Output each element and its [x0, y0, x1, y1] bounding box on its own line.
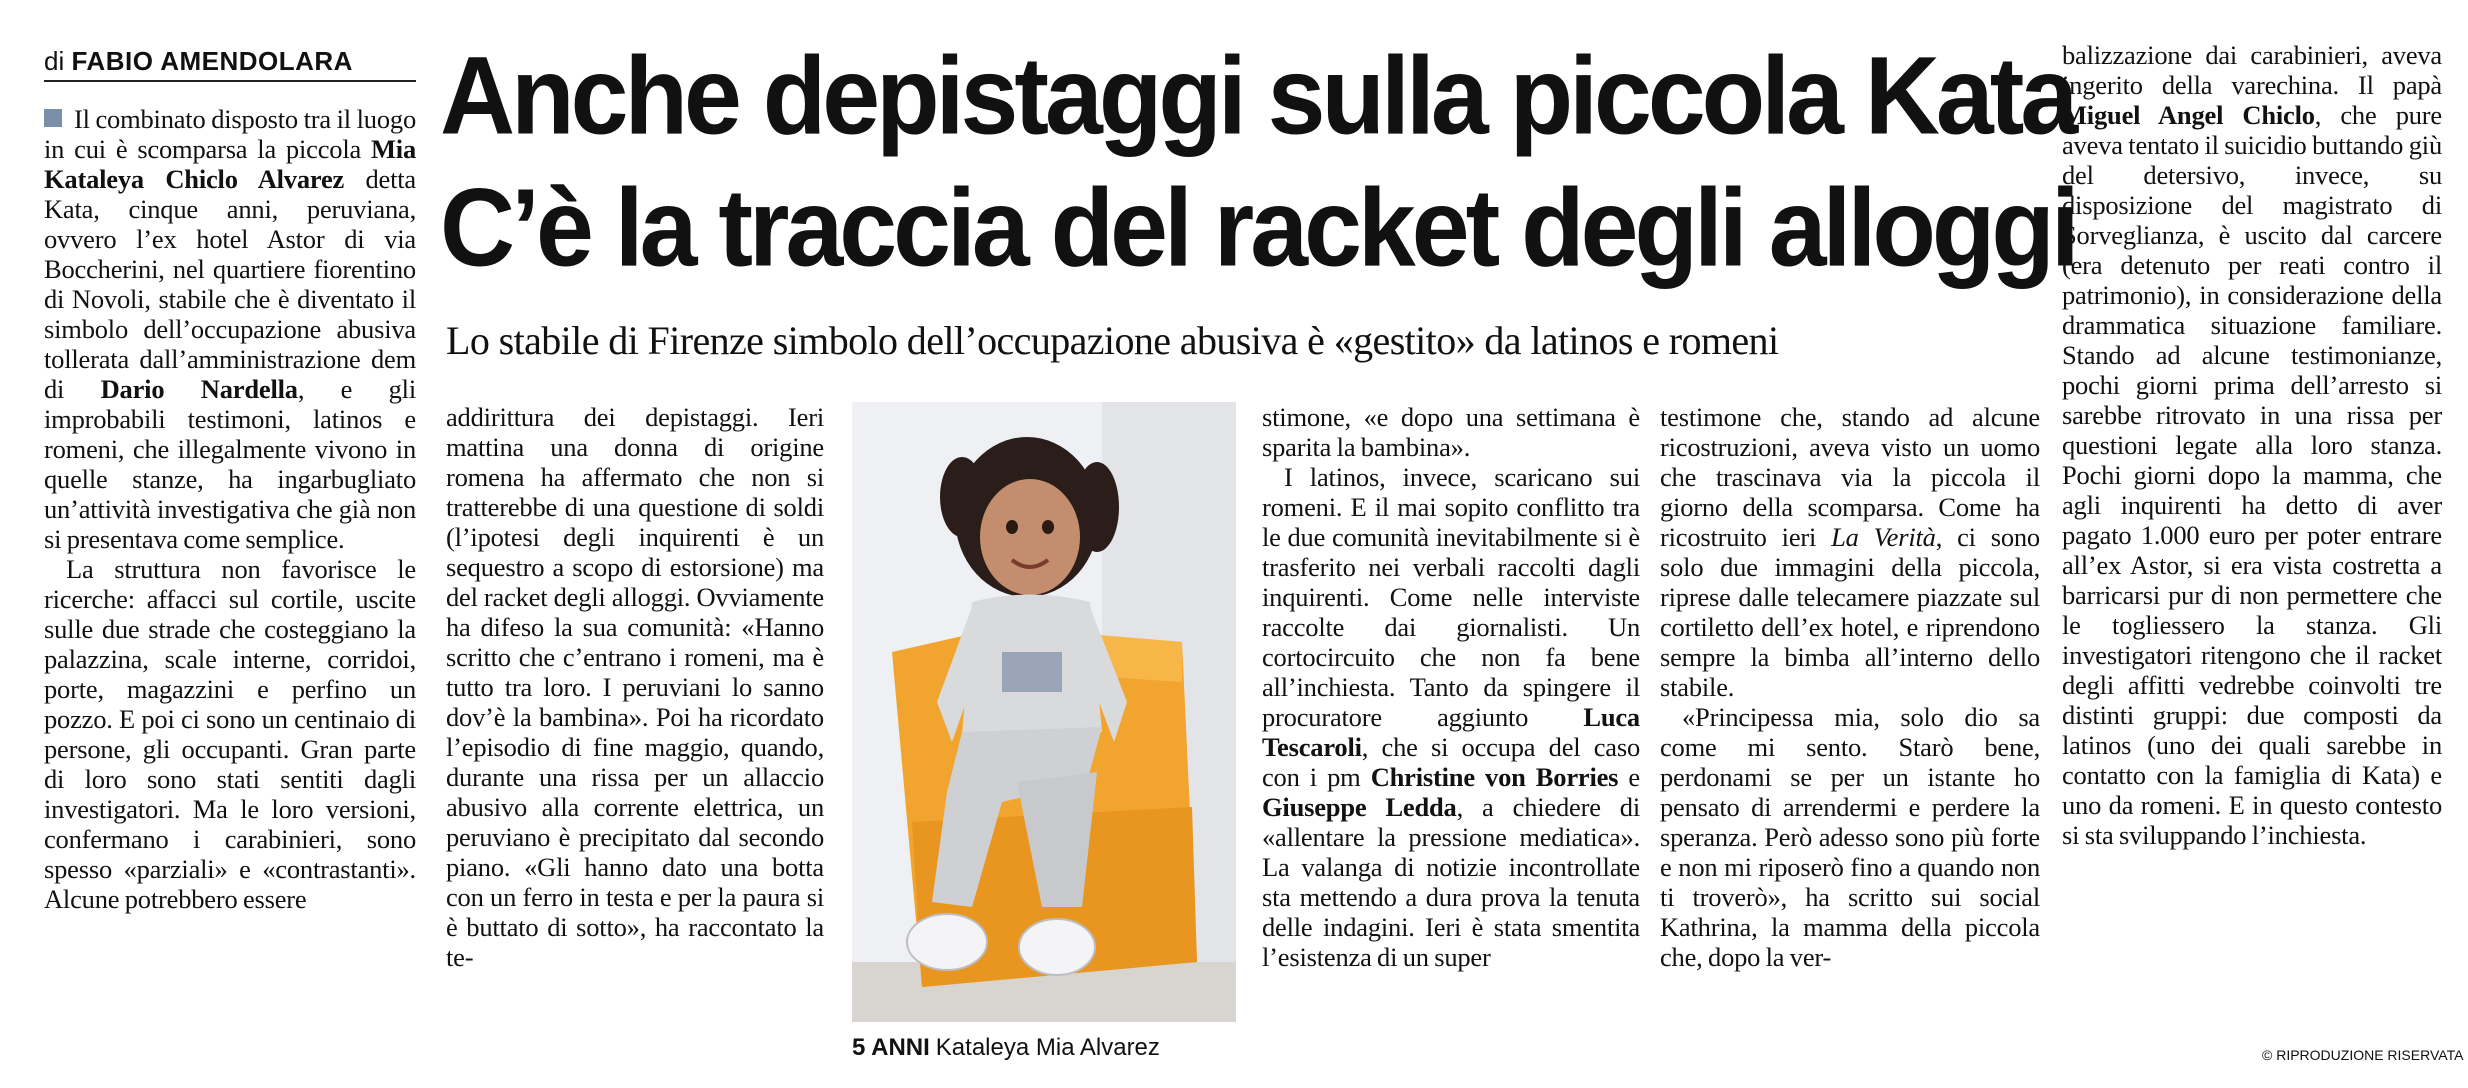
article-column-1: [44, 104, 416, 1074]
photo-illustration: [852, 402, 1236, 1022]
text-run: , che si occupa del caso con i pm: [1262, 732, 1640, 792]
article-column-5: [1660, 402, 2040, 1072]
text-run: testimone che, stando ad alcune ricostruzioni, aveva visto un uomo che trascinava via la piccola il giorno della scomparsa. Come ha ricostruito ieri: [1660, 402, 2040, 552]
text-run: , e gli improbabili testimoni, latinos e romeni, che illegalmente vivono in quelle stanze, ha ingarbugliato un’attività investigativa che già non si presentava come semplice.: [44, 374, 416, 554]
article-column-4: [1262, 402, 1640, 1072]
text-run: e: [1618, 762, 1640, 792]
publication-name: La Verità: [1831, 522, 1936, 552]
person-name: Giuseppe Ledda: [1262, 792, 1457, 822]
paragraph: [44, 104, 416, 554]
text-run: , ci sono solo due immagini della piccola, riprese dalle telecamere piazzate sul cortiletto dell’ex hotel, e riprendono sempre la bimba all’interno dello stabile.: [1660, 522, 2040, 702]
paragraph: stimone, «e dopo una settimana è sparita la bambina».: [1262, 402, 1640, 462]
photo-kataleya: [852, 402, 1236, 1022]
text-run: I latinos, invece, scaricano sui romeni. E il mai sopito conflitto tra le due comunità inevitabilmente si è trasferito nei verbali raccolti dagli inquirenti. Come nelle interviste raccolte dai giornalisti. Un cortocircuito che non fa bene all’inchiesta. Tanto da spingere il procuratore aggiunto: [1262, 462, 1640, 732]
caption-label: 5 ANNI: [852, 1034, 930, 1061]
article-column-2: [446, 402, 824, 1072]
photo-caption: [852, 1032, 1252, 1066]
text-run: , che pure aveva tentato il suicidio buttando giù del detersivo, invece, su disposizione del magistrato di Sorveglianza, è uscito dal carcere (era detenuto per reati contro il patrimonio), in considerazione della drammatica situazione familiare. Stando ad alcune testimonianze, pochi giorni prima dell’arresto si sarebbe ritrovato in una rissa per questioni legate alla loro stanza. Pochi giorni dopo la mamma, che agli inquirenti ha detto di aver pagato 1.000 euro per poter entrare all’ex Astor, si era vista costretta a barricarsi pur di non permettere che le togliessero la stanza. Gli investigatori ritengono che il racket degli affitti vedrebbe coinvolti tre distinti gruppi: due composti da latinos (uno dei quali sarebbe in contatto con la famiglia di Kata) e uno da romeni. E in questo contesto si sta sviluppando l’inchiesta.: [2062, 100, 2442, 850]
person-name: Christine von Borries: [1370, 762, 1619, 792]
person-name: Mia Kataleya Chiclo Alvarez: [44, 134, 416, 194]
paragraph: [1262, 462, 1640, 972]
lead-square-icon: [44, 109, 62, 127]
byline-author: FABIO AMENDOLARA: [71, 46, 353, 76]
paragraph: [1660, 402, 2040, 702]
paragraph: addirittura dei depistaggi. Ieri mattina una donna di origine romena ha affermato che non si tratterebbe di una questione di soldi (l’ipotesi degli inquirenti è un sequestro a scopo di estorsione) ma del racket degli alloggi. Ovviamente ha difeso la sua comunità: «Hanno scritto che c’entrano i romeni, ma è tutto tra loro. I peruviani lo sanno dov’è la bambina». Poi ha ricordato l’episodio di fine maggio, quando, durante una rissa per un allaccio abusivo alla corrente elettrica, un peruviano è precipitato dal secondo piano. «Gli hanno dato una botta con un ferro in testa e per la paura si è buttato di sotto», ha raccontato la te-: [446, 402, 824, 972]
headline-line-1: Anche depistaggi sulla piccola Kata: [440, 34, 2075, 158]
person-name: Miguel Angel Chiclo: [2062, 100, 2315, 130]
paragraph: [2062, 40, 2442, 850]
copyright-notice: © RIPRODUZIONE RISERVATA: [2262, 1047, 2464, 1063]
byline: [44, 44, 416, 82]
text-run: , a chiedere di «allentare la pressione mediatica». La valanga di notizie incontrollate sta mettendo a dura prova la tenuta delle indagini. Ieri è stata smentita l’esistenza di un super: [1262, 792, 1640, 972]
paragraph: La struttura non favorisce le ricerche: affacci sul cortile, uscite sulle due strade che costeggiano la palazzina, scale interne, corridoi, porte, magazzini e perfino un pozzo. E poi ci sono un centinaio di persone, gli occupanti. Gran parte di loro sono stati sentiti dagli investigatori. Ma le loro versioni, confermano i carabinieri, sono spesso «parziali» e «contrastanti». Alcune potrebbero essere: [44, 554, 416, 914]
person-name: Luca Tescaroli: [1262, 702, 1640, 762]
article-column-6: [2062, 40, 2442, 1040]
text-run: Il combinato disposto tra il luogo in cui è scomparsa la piccola: [44, 104, 416, 164]
byline-prefix: di: [44, 46, 65, 76]
paragraph: «Principessa mia, solo dio sa come mi sento. Starò bene, perdonami se per un istante ho pensato di arrendermi e perdere la speranza. Però adesso sono più forte e non mi riposerò fino a quando non ti troverò», ha scritto sui social Kathrina, la mamma della piccola che, dopo la ver-: [1660, 702, 2040, 972]
headline-line-2: C’è la traccia del racket degli alloggi: [440, 166, 2076, 290]
subheadline: Lo stabile di Firenze simbolo dell’occupazione abusiva è «gestito» da latinos e romeni: [446, 318, 1779, 363]
text-run: detta Kata, cinque anni, peruviana, ovvero l’ex hotel Astor di via Boccherini, nel quartiere fiorentino di Novoli, stabile che è diventato il simbolo dell’occupazione abusiva tollerata dall’amministrazione dem di: [44, 164, 416, 404]
person-name: Dario Nardella: [100, 374, 298, 404]
text-run: balizzazione dai carabinieri, aveva ingerito della varechina. Il papà: [2062, 40, 2442, 100]
caption-text: Kataleya Mia Alvarez: [935, 1034, 1160, 1061]
